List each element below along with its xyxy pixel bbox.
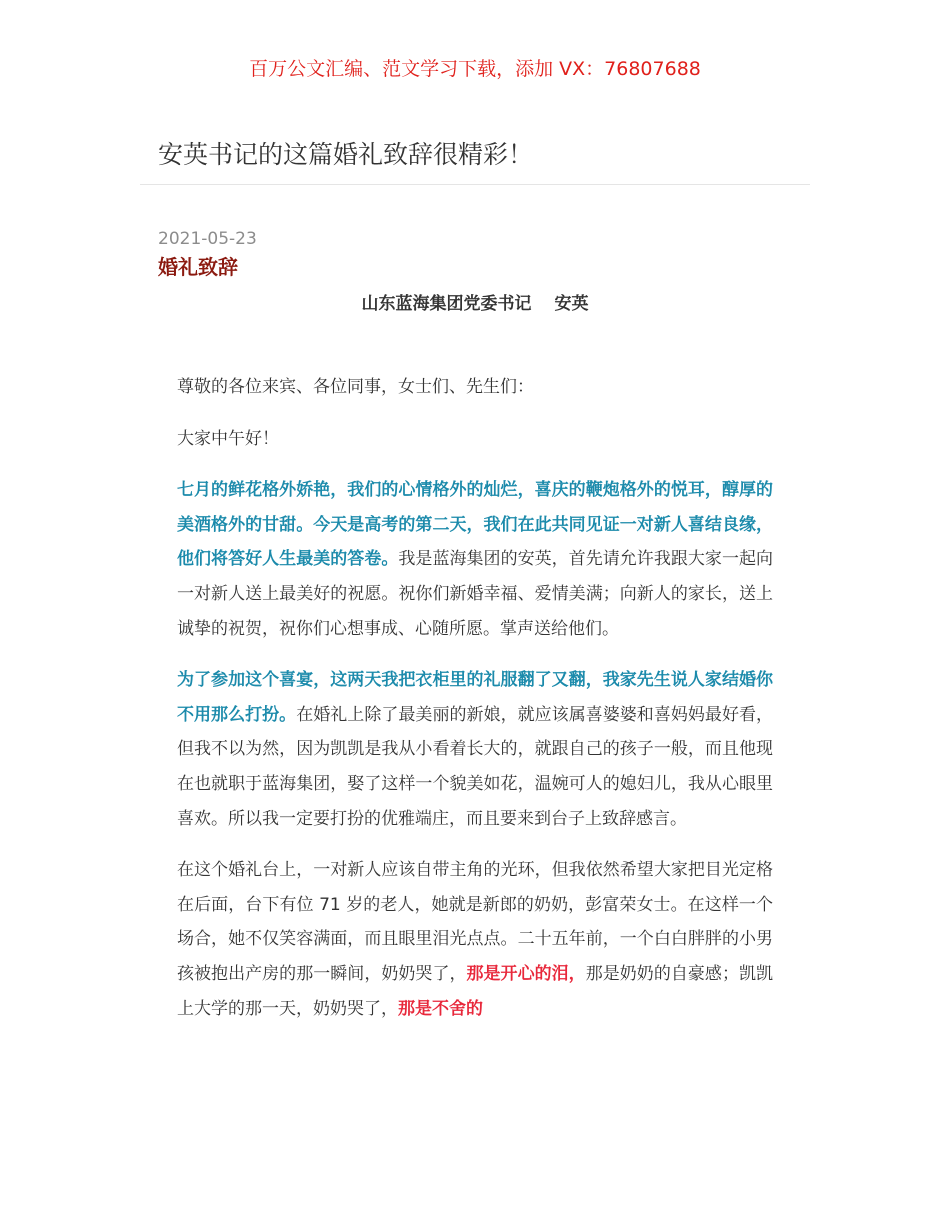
greeting-text: 大家中午好！ — [177, 428, 279, 449]
paragraph-text: 在这个婚礼台上，一对新人应该自带主角的光环，但我依然希望大家把目光定格在后面，台下有位 71 岁的老人，她就是新郎的奶奶，彭富荣女士。在这样一个场合，她不仅笑容满面，而且眼里泪光点点。二十五年前，一个白白胖胖的小男孩被抱出产房的那一瞬间，奶奶哭了， — [177, 860, 773, 984]
promo-banner: 百万公文汇编、范文学习下载，添加 VX：76807688 — [249, 58, 701, 80]
salutation-text: 尊敬的各位来宾、各位同事，女士们、先生们： — [177, 377, 534, 397]
paragraph-text: 那是奶奶的自豪感；凯凯上大学的那一天，奶奶哭了， — [177, 963, 774, 1019]
article-title: 安英书记的这篇婚礼致辞很精彩！ — [158, 140, 534, 169]
author-line: 山东蓝海集团党委书记 安英 — [361, 294, 589, 314]
body-paragraph — [177, 663, 773, 836]
salutation-paragraph — [177, 370, 773, 405]
article-category: 婚礼致辞 — [158, 255, 238, 279]
highlight-text: 为了参加这个喜宴，这两天我把衣柜里的礼服翻了又翻，我家先生说人家结婚你不用那么打扮。 — [177, 670, 773, 725]
body-paragraph — [177, 853, 773, 1026]
highlight-text: 七月的鲜花格外娇艳，我们的心情格外的灿烂，喜庆的鞭炮格外的悦耳，醇厚的美酒格外的甘甜。今天是高考的第二天，我们在此共同见证一对新人喜结良缘，他们将答好人生最美的答卷。 — [177, 480, 773, 570]
highlight-text: 那是不舍的 — [398, 998, 483, 1019]
paragraph-text: 在婚礼上除了最美丽的新娘，就应该属喜婆婆和喜妈妈最好看，但我不以为然，因为凯凯是我从小看着长大的，就跟自己的孩子一般，而且他现在也就职于蓝海集团，娶了这样一个貌美如花，温婉可人的媳妇儿，我从心眼里喜欢。所以我一定要打扮的优雅端庄，而且要来到台子上致辞感言。 — [177, 704, 774, 829]
body-paragraph — [177, 473, 773, 646]
title-divider — [140, 184, 810, 185]
publish-date: 2021-05-23 — [158, 229, 257, 249]
paragraph-text: 我是蓝海集团的安英，首先请允许我跟大家一起向一对新人送上最美好的祝愿。祝你们新婚幸福、爱情美满；向新人的家长，送上诚挚的祝贺，祝你们心想事成、心随所愿。掌声送给他们。 — [177, 549, 774, 639]
highlight-text: 那是开心的泪， — [466, 963, 586, 984]
article-body — [177, 370, 773, 1043]
greeting-paragraph — [177, 422, 773, 457]
